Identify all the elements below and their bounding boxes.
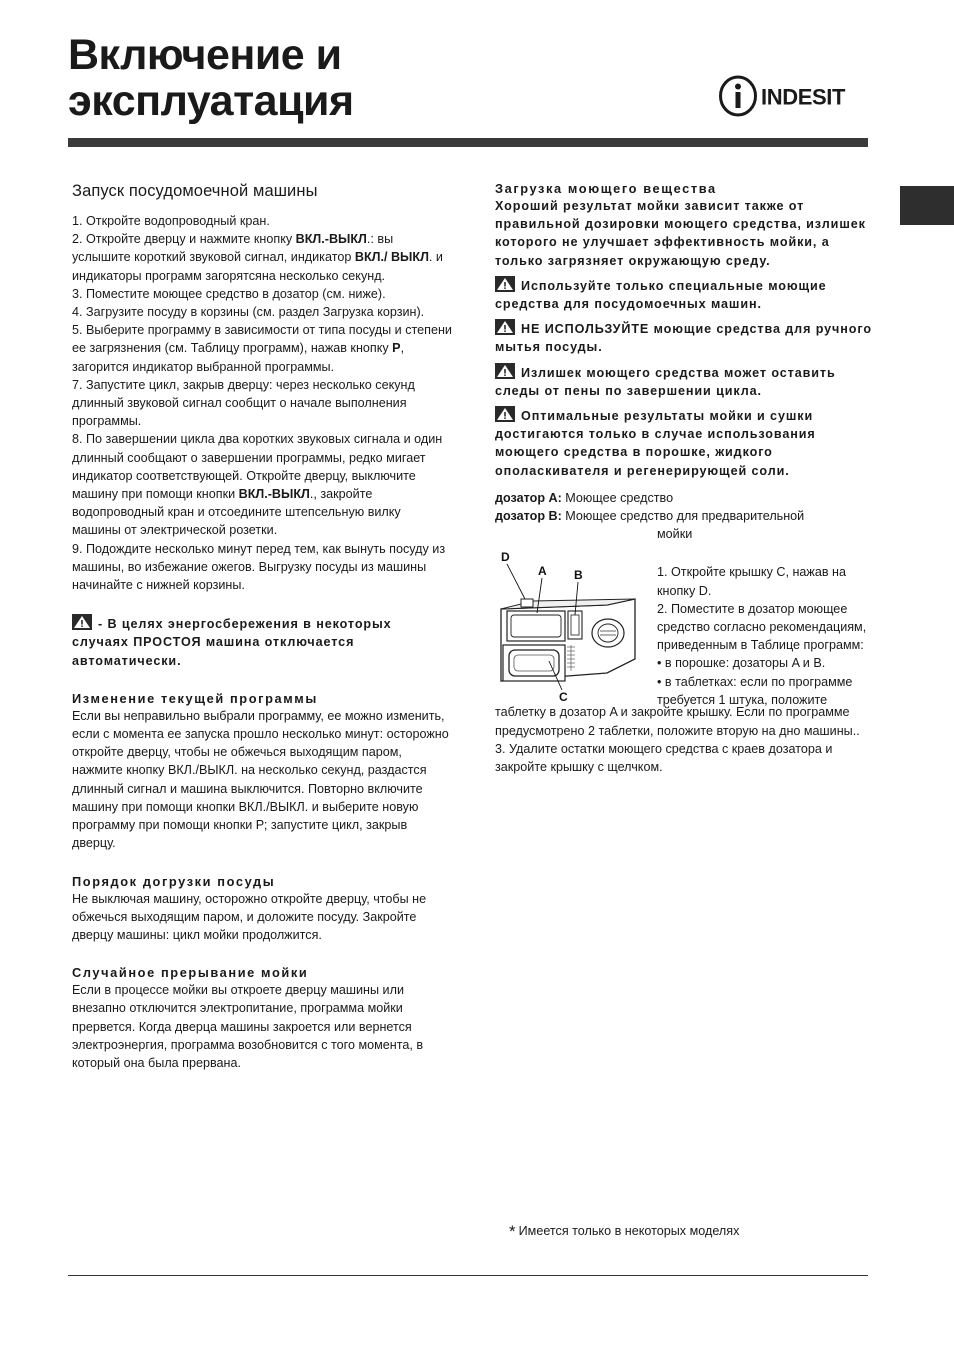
warning-4: Оптимальные результаты мойки и сушки достигаются только в случае использования моющего средства в порошке, жидкого ополаскивателя и регенерирующей соли. — [495, 406, 873, 480]
warning-icon — [495, 319, 515, 335]
step-3: 3. Поместите моющее средство в дозатор (см. ниже). — [72, 286, 386, 301]
footer-rule — [68, 1275, 868, 1276]
dispenser-step-2: 2. Поместите в дозатор моющее средство согласно рекомендациям, приведенным в Таблице программ: — [657, 601, 867, 653]
reload-title: Порядок догрузки посуды — [72, 873, 276, 889]
step-9: 9. Подождите несколько минут перед тем, как вынуть посуду из машины, во избежание ожегов. Выгрузку посуды из машины начинайте с нижней корзины. — [72, 541, 446, 593]
dispenser-b-continued: мойки — [657, 527, 693, 542]
diagram-label-c: C — [559, 690, 568, 704]
interrupt-title: Случайное прерывание мойки — [72, 965, 309, 981]
dispenser-bullet-powder: • в порошке: дозаторы A и B. — [657, 656, 826, 671]
step-1: 1. Откройте водопроводный кран. — [72, 214, 270, 228]
change-program-title: Изменение текущей программы — [72, 690, 318, 706]
diagram-label-d: D — [501, 550, 510, 565]
footnote-star: * — [509, 1222, 516, 1241]
warning-icon — [495, 363, 515, 379]
footnote-text: Имеется только в некоторых моделях — [518, 1224, 740, 1238]
detergent-dispenser-diagram — [495, 547, 645, 703]
interrupt-text: Если в процессе мойки вы откроете дверцу машины или внезапно отключится электропитание, программа мойки прервется. Когда дверца машины закроется или вернется электроэнергия, программа возобновится с того момента, в который она была прервана. — [72, 983, 424, 1070]
dispenser-step-3: 3. Удалите остатки моющего средства с краев дозатора и закройте крышку с щелчком. — [495, 741, 833, 775]
diagram-label-a: A — [538, 564, 547, 579]
step-7: 7. Запустите цикл, закрыв дверцу: через несколько секунд длинный звуковой сигнал сообщит о начале выполнения программы. — [72, 377, 415, 429]
warning-2: НЕ ИСПОЛЬЗУЙТЕ моющие средства для ручного мытья посуды. — [495, 319, 873, 356]
dispenser-step-1: 1. Откройте крышку C, нажав на кнопку D. — [657, 565, 846, 598]
dispenser-bullet-tablets-cont: таблетку в дозатор A и закройте крышку. Если по программе предусмотрено 2 таблетки, положите вторую на дно машины.. — [495, 705, 860, 738]
detergent-intro: Хороший результат мойки зависит также от правильной дозировки моющего средства, излишек которого не улучшает эффективность мойки, а только загрязняет окружающую среду. — [495, 199, 866, 268]
page-title-line1: Включение и — [68, 31, 342, 79]
brand-name: INDESIT — [761, 84, 845, 110]
header-rule — [68, 138, 868, 147]
step-5: 5. Выберите программу в зависимости от типа посуды и степени ее загрязнения (см. Таблицу программ), нажав кнопку Р, загорится индикатор выбранной программы. — [72, 323, 452, 374]
page-title — [68, 32, 628, 124]
left-column — [72, 180, 452, 1072]
dispenser-b: дозатор B: Моющее средство для предварительной — [495, 509, 805, 524]
warning-icon — [72, 614, 92, 630]
page-title-line2: эксплуатация — [68, 77, 354, 125]
indesit-logo — [716, 74, 870, 118]
dispenser-a: дозатор A: Моющее средство — [495, 490, 674, 505]
warning-3: Излишек моющего средства может оставить следы от пены по завершении цикла. — [495, 363, 873, 400]
step-4: 4. Загрузите посуду в корзины (см. раздел Загрузка корзин). — [72, 305, 425, 320]
diagram-label-b: B — [574, 568, 583, 583]
warning-icon — [495, 276, 515, 292]
right-column — [495, 180, 873, 776]
detergent-title: Загрузка моющего вещества — [495, 181, 717, 196]
page-edge-tab — [900, 186, 954, 225]
footnote — [509, 1222, 739, 1241]
warning-icon — [495, 406, 515, 422]
change-program-text: Если вы неправильно выбрали программу, ее можно изменить, если с момента ее запуска прошло несколько минут: осторожно откройте дверцу, чтобы не обжечься выходящим паром, нажмите кнопку ВКЛ./ВЫКЛ. на несколько секунд, раздастся длинный сигнал и машина выключится. Повторно включите машину при помощи кнопки ВКЛ./ВЫКЛ. и выберите новую программу при помощи кнопки Р; запустите цикл, закрыв дверцу. — [72, 708, 449, 851]
step-8: 8. По завершении цикла два коротких звуковых сигнала и один длинный сообщают о завершении программы, редко мигает индикатор соответствующей. Откройте дверцу, выключите машину при помощи кнопки ВКЛ.-ВЫКЛ., закройте водопроводный кран и отсоедините штепсельную вилку машины от электрической розетки. — [72, 432, 443, 538]
step-2: 2. Откройте дверцу и нажмите кнопку ВКЛ.-ВЫКЛ.: вы услышите короткий звуковой сигнал, индикатор ВКЛ./ ВЫКЛ. и индикаторы программ загорятсяна несколько секунд. — [72, 232, 443, 283]
dispenser-bullet-tablets: • в таблетках: если по программе требуется 1 штука, положите — [657, 674, 853, 707]
energy-note: - В целях энергосбережения в некоторых случаях ПРОСТОЯ машина отключается автоматически. — [72, 614, 452, 670]
reload-text: Не выключая машину, осторожно откройте дверцу, чтобы не обжечься выходящим паром, и доложите посуду. Закройте дверцу машины: цикл мойки продолжится. — [72, 891, 427, 942]
start-section-title: Запуск посудомоечной машины — [72, 182, 318, 200]
warning-1: Используйте только специальные моющие средства для посудомоечных машин. — [495, 276, 873, 313]
